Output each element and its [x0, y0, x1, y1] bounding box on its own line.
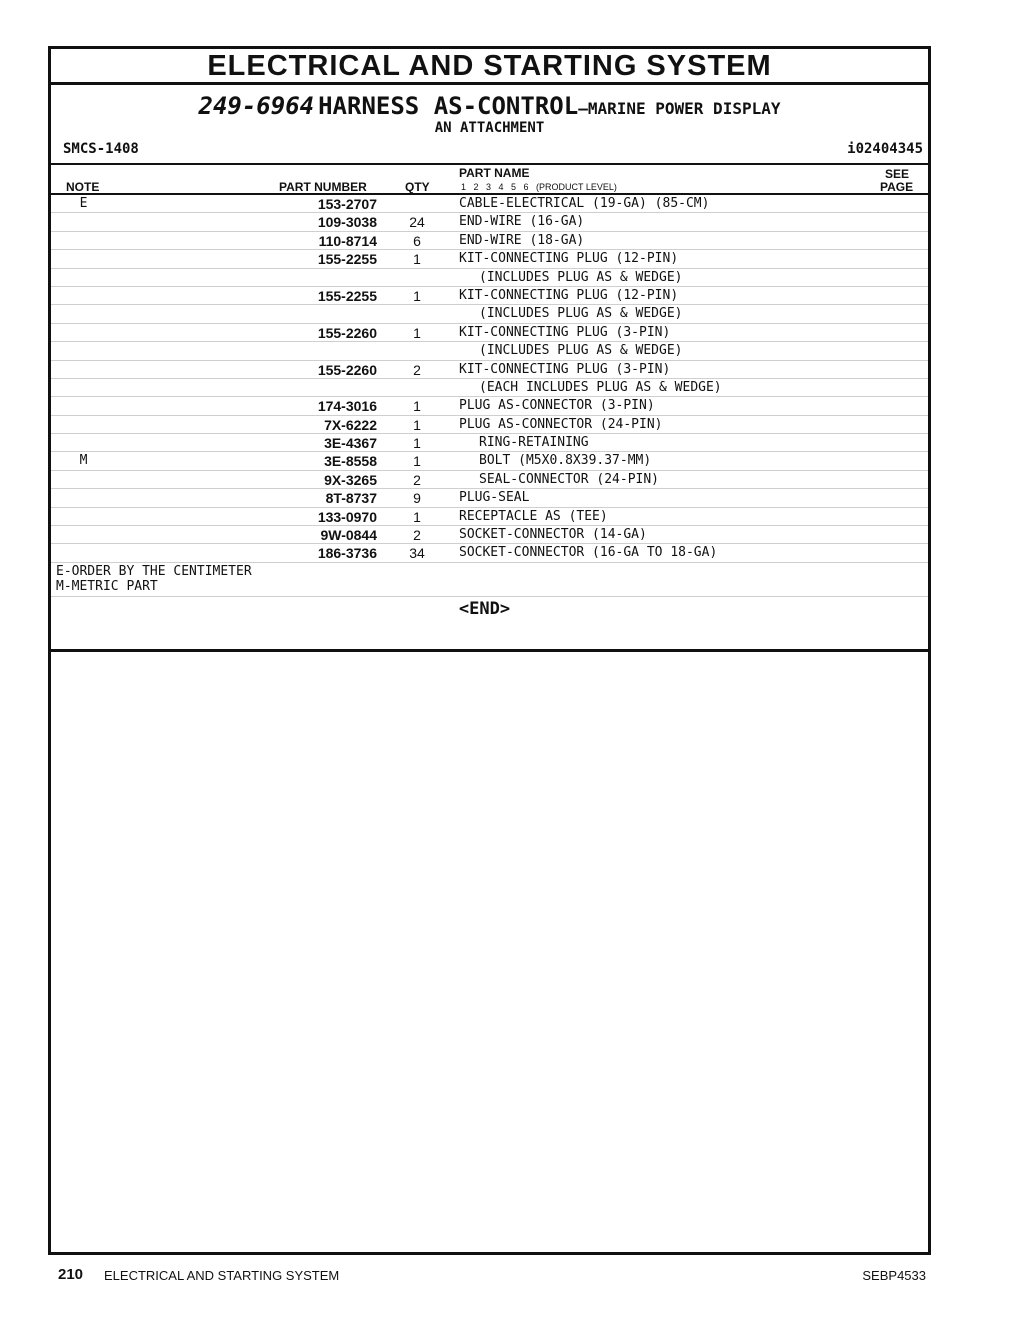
table-row: [51, 269, 928, 287]
footnote-m: M-METRIC PART: [56, 578, 158, 594]
section-title: ELECTRICAL AND STARTING SYSTEM: [51, 49, 928, 85]
part-quantity: 1: [413, 398, 421, 415]
smcs-row: [51, 137, 928, 165]
smcs-code: SMCS-1408: [63, 141, 139, 157]
table-row: [51, 508, 928, 526]
part-name: SEAL-CONNECTOR (24-PIN): [479, 471, 660, 487]
page-number: 210: [58, 1266, 84, 1283]
part-quantity: 1: [413, 251, 421, 268]
part-number: 8T-8737: [325, 490, 377, 507]
part-number: 153-2707: [317, 196, 377, 212]
part-number: 3E-4367: [324, 435, 377, 452]
footer-section: ELECTRICAL AND STARTING SYSTEM: [104, 1268, 340, 1283]
table-row: [51, 342, 928, 360]
part-quantity: 1: [413, 435, 421, 452]
column-header-note: NOTE: [66, 180, 100, 194]
part-number: 155-2260: [317, 361, 377, 378]
column-header-qty: QTY: [405, 180, 430, 194]
part-name: KIT-CONNECTING PLUG (3-PIN): [459, 324, 671, 340]
table-row: [51, 232, 928, 250]
part-number: 155-2260: [317, 324, 377, 341]
part-note: M: [79, 453, 88, 469]
part-name: SOCKET-CONNECTOR (14-GA): [459, 527, 647, 543]
part-number: 110-8714: [318, 232, 377, 249]
part-number: 3E-8558: [324, 453, 377, 470]
part-name: (INCLUDES PLUG AS & WEDGE): [479, 269, 683, 285]
part-name: KIT-CONNECTING PLUG (12-PIN): [459, 251, 679, 267]
part-name: (INCLUDES PLUG AS & WEDGE): [479, 306, 683, 322]
part-name: KIT-CONNECTING PLUG (12-PIN): [459, 287, 679, 303]
part-number: 109-3038: [317, 214, 377, 231]
part-quantity: 2: [413, 471, 421, 488]
column-header-page: PAGE: [880, 180, 914, 194]
table-row: [51, 287, 928, 305]
table-row: [51, 397, 928, 415]
table-row: [51, 471, 928, 489]
group-subtitle: MARINE POWER DISPLAY: [587, 99, 781, 118]
table-row: [51, 526, 928, 544]
end-marker: <END>: [458, 598, 511, 619]
table-row: [51, 489, 928, 507]
part-quantity: 34: [409, 545, 425, 562]
document-id: SEBP4533: [862, 1268, 926, 1283]
part-note: E: [79, 196, 88, 211]
part-number: 9X-3265: [324, 471, 377, 488]
part-quantity: 24: [409, 214, 425, 231]
part-quantity: 2: [413, 361, 421, 378]
table-row: [51, 452, 928, 470]
part-quantity: 1: [413, 287, 421, 304]
column-headers: [51, 165, 928, 195]
group-part-number: 249-6964: [198, 92, 315, 120]
parts-list: [51, 195, 928, 563]
table-row: [51, 213, 928, 231]
part-quantity: 6: [413, 232, 421, 249]
product-level-legend: 1 2 3 4 5 6 (PRODUCT LEVEL): [461, 182, 617, 192]
end-row: [51, 597, 928, 652]
part-quantity: 2: [413, 527, 421, 544]
part-number: 7X-6222: [324, 416, 377, 433]
part-quantity: 9: [413, 490, 421, 507]
table-row: [51, 416, 928, 434]
column-header-part-number: PART NUMBER: [279, 180, 367, 194]
part-number: 155-2255: [317, 287, 377, 304]
column-header-part-name: PART NAME: [459, 166, 530, 180]
part-name: PLUG-SEAL: [459, 490, 530, 506]
part-name: (INCLUDES PLUG AS & WEDGE): [479, 343, 683, 359]
part-name: END-WIRE (16-GA): [459, 214, 585, 230]
part-name: (EACH INCLUDES PLUG AS & WEDGE): [479, 379, 722, 395]
table-row: [51, 195, 928, 213]
table-row: [51, 361, 928, 379]
footnote-e: E-ORDER BY THE CENTIMETER: [56, 563, 252, 579]
illustration-reference: i02404345: [847, 141, 923, 157]
parts-page-frame: [48, 46, 931, 1255]
part-quantity: 1: [413, 508, 421, 525]
part-name: RING-RETAINING: [479, 435, 589, 451]
table-row: [51, 250, 928, 268]
part-name: BOLT (M5X0.8X39.37-MM): [479, 453, 652, 469]
part-quantity: 1: [413, 324, 421, 341]
part-name: RECEPTACLE AS (TEE): [459, 508, 608, 524]
part-name: SOCKET-CONNECTOR (16-GA TO 18-GA): [459, 545, 718, 561]
table-row: [51, 305, 928, 323]
group-name: HARNESS AS-CONTROL: [318, 92, 579, 120]
column-header-see: SEE: [885, 167, 910, 181]
part-name: PLUG AS-CONNECTOR (24-PIN): [459, 416, 663, 432]
footnotes: [51, 563, 928, 597]
group-heading: [51, 93, 928, 119]
table-row: [51, 544, 928, 562]
group-subline: AN ATTACHMENT: [434, 120, 545, 136]
part-number: 9W-0844: [320, 527, 377, 544]
part-number: 186-3736: [317, 545, 377, 562]
table-row: [51, 324, 928, 342]
part-name: PLUG AS-CONNECTOR (3-PIN): [459, 398, 655, 414]
table-row: [51, 434, 928, 452]
table-row: [51, 379, 928, 397]
part-number: 155-2255: [317, 251, 377, 268]
heading-separator: —: [578, 99, 588, 118]
part-name: END-WIRE (18-GA): [459, 232, 585, 248]
part-number: 133-0970: [317, 508, 377, 525]
part-name: CABLE-ELECTRICAL (19-GA) (85-CM): [459, 196, 710, 211]
part-quantity: 1: [413, 453, 421, 470]
part-quantity: 1: [413, 416, 421, 433]
part-number: 174-3016: [317, 398, 377, 415]
part-name: KIT-CONNECTING PLUG (3-PIN): [459, 361, 671, 377]
